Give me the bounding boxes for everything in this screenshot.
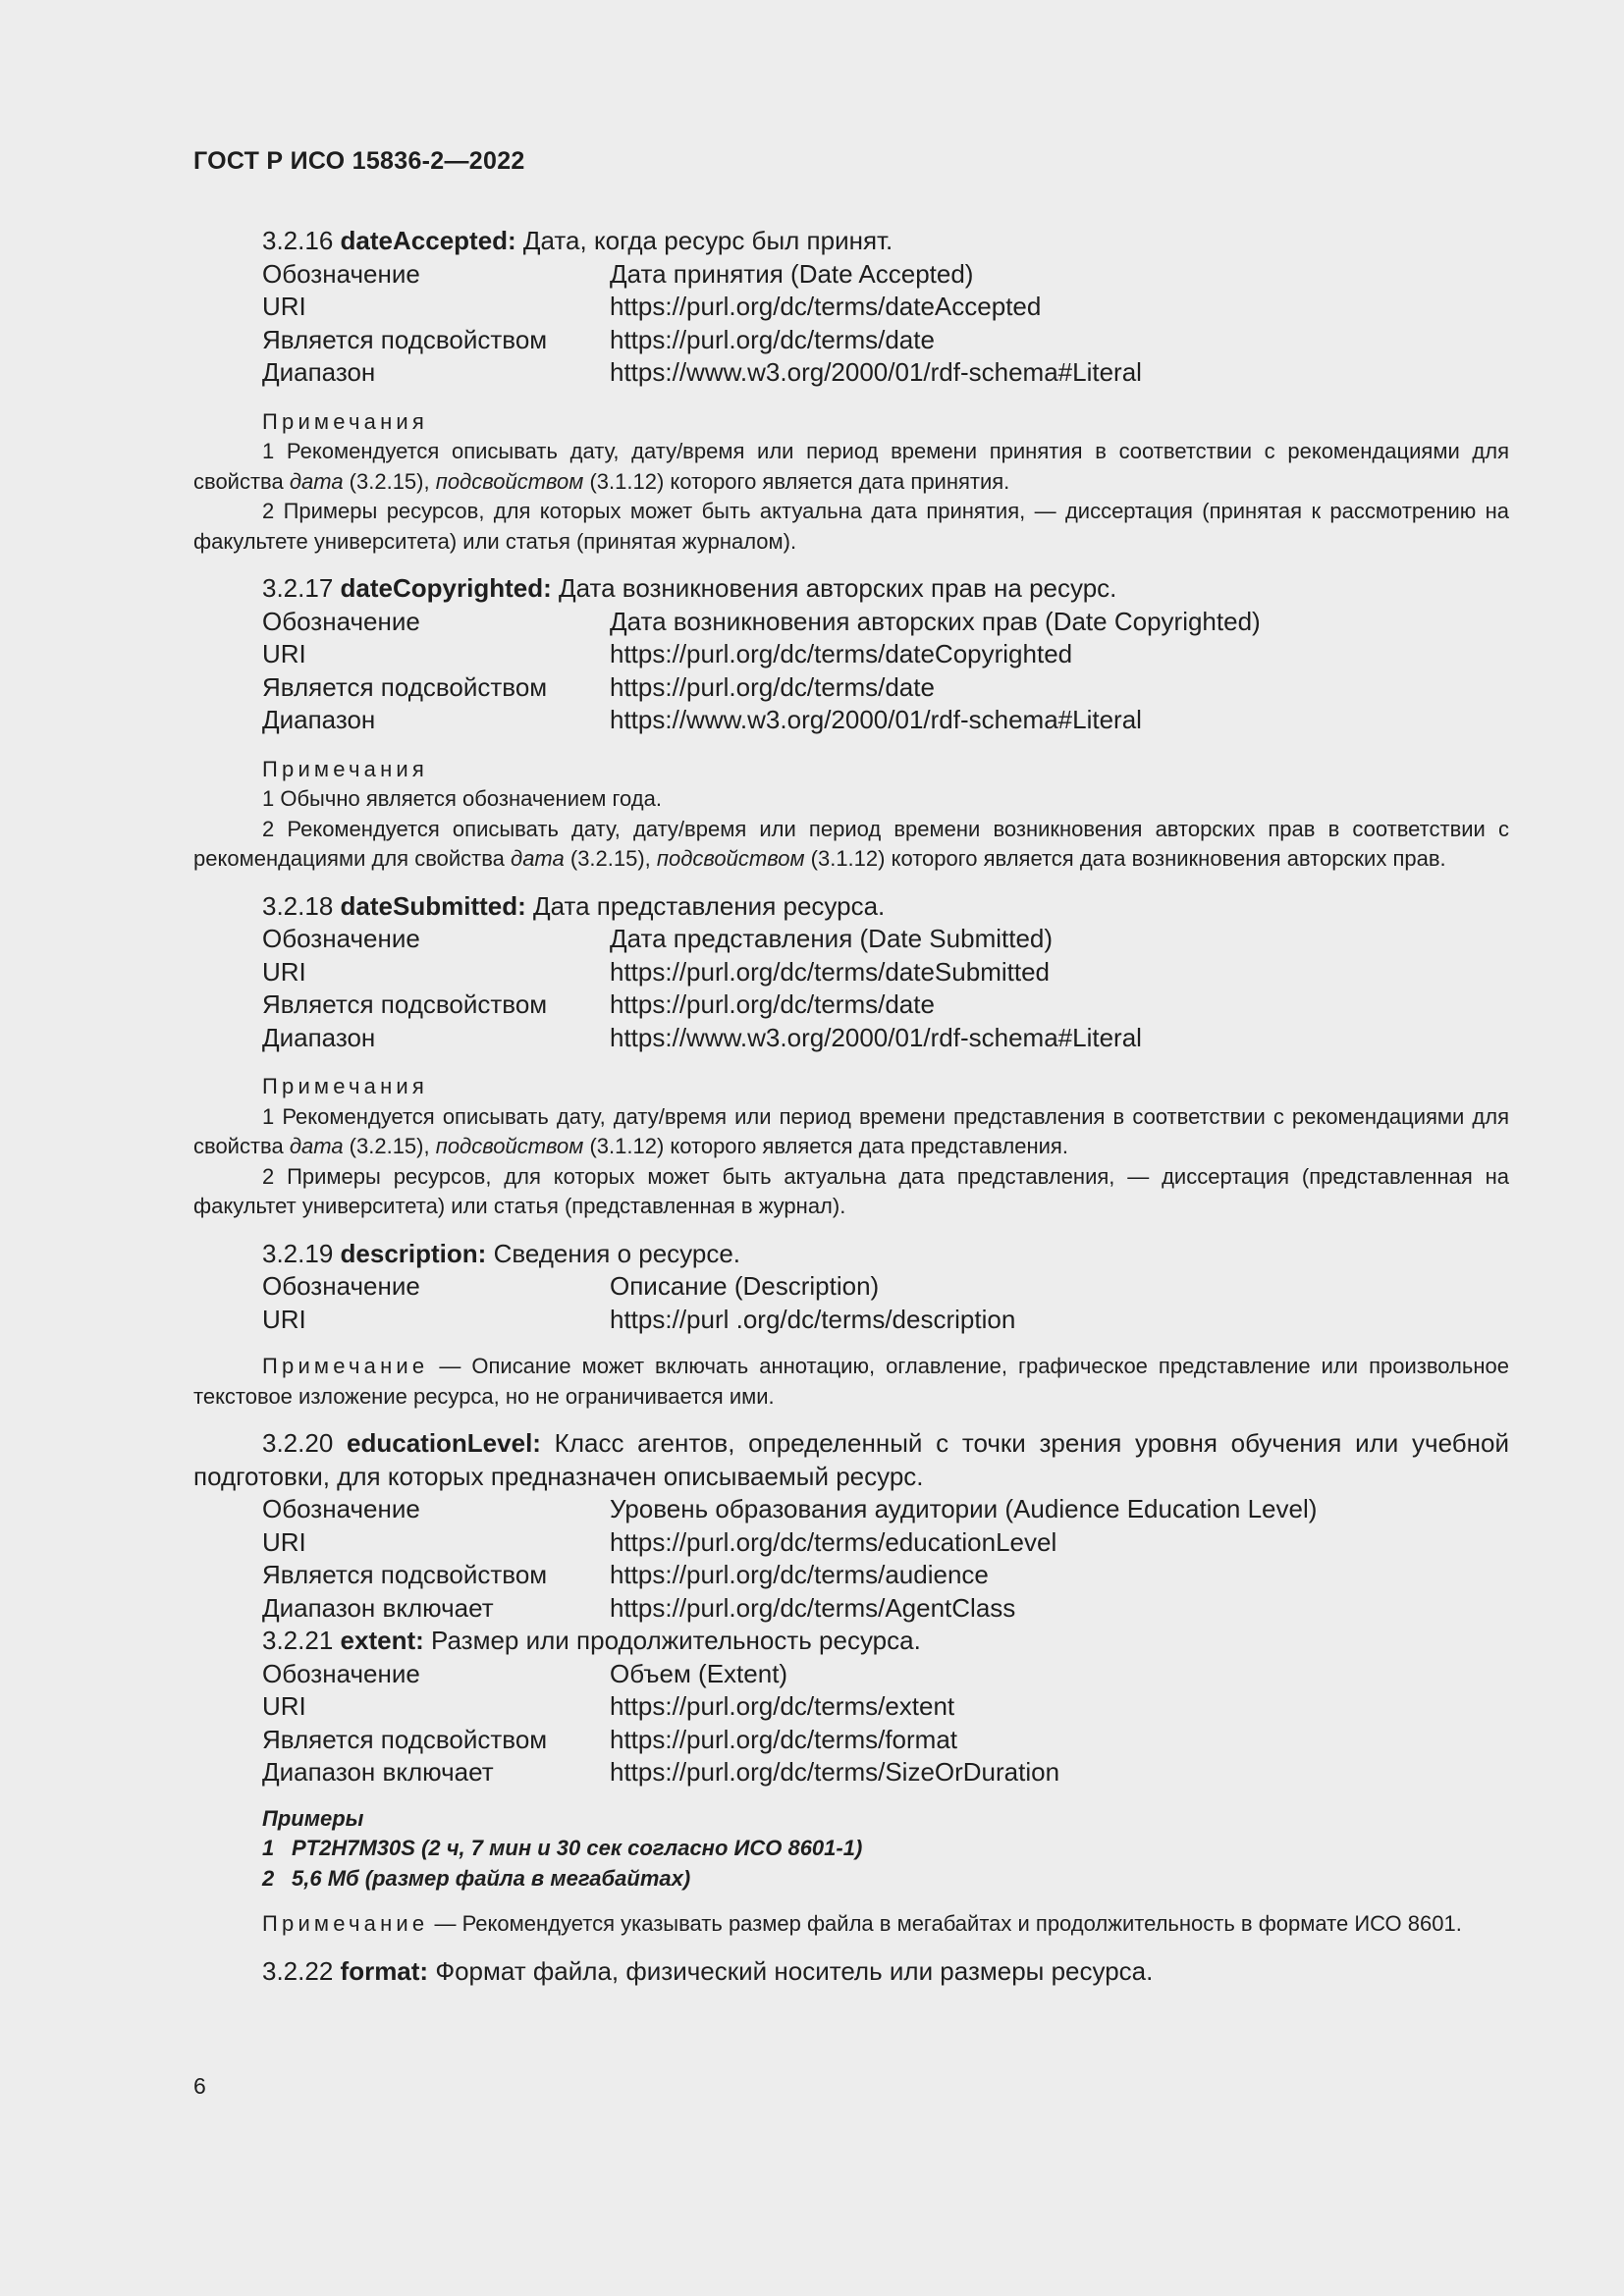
notes-title: Примечания xyxy=(262,1074,429,1098)
term-number: 3.2.17 xyxy=(262,573,334,603)
term-3-2-17 xyxy=(193,572,1509,875)
property-key: Является подсвойством xyxy=(262,989,548,1019)
notes-title: Примечания xyxy=(262,408,429,434)
property-row xyxy=(193,1526,1509,1560)
property-value: https://www.w3.org/2000/01/rdf-schema#Literal xyxy=(610,705,1142,734)
property-row xyxy=(193,258,1509,292)
property-value: https://purl.org/dc/terms/SizeOrDuration xyxy=(610,1757,1060,1787)
property-row xyxy=(193,1270,1509,1304)
property-key: Является подсвойством xyxy=(262,1724,548,1754)
term-3-2-19 xyxy=(193,1238,1509,1413)
term-heading xyxy=(193,1238,1509,1271)
term-3-2-16 xyxy=(193,225,1509,557)
property-value: https://purl.org/dc/terms/dateAccepted xyxy=(610,292,1042,321)
property-row xyxy=(193,988,1509,1022)
term-3-2-21 xyxy=(193,1625,1509,1940)
term-definition: Размер или продолжительность ресурса. xyxy=(431,1626,921,1655)
property-value: Объем (Extent) xyxy=(610,1658,788,1688)
term-number: 3.2.19 xyxy=(262,1238,334,1268)
property-value: https://purl.org/dc/terms/extent xyxy=(610,1691,955,1721)
property-key: URI xyxy=(262,639,306,668)
property-row xyxy=(193,704,1509,737)
property-key: Обозначение xyxy=(262,606,420,636)
property-row xyxy=(193,1756,1509,1789)
term-3-2-20 xyxy=(193,1427,1509,1625)
term-number: 3.2.22 xyxy=(262,1955,334,1986)
term-definition: Формат файла, физический носитель или размеры ресурса. xyxy=(435,1955,1154,1986)
property-key: Является подсвойством xyxy=(262,324,548,354)
term-name: format: xyxy=(340,1955,429,1986)
property-row xyxy=(193,1724,1509,1757)
property-key: Является подсвойством xyxy=(262,1560,548,1589)
example-item: 2 5,6 Мб (размер файла в мегабайтах) xyxy=(262,1865,691,1891)
property-value: https://purl.org/dc/terms/dateSubmitted xyxy=(610,956,1050,987)
property-key: URI xyxy=(262,292,306,321)
property-key: Обозначение xyxy=(262,1658,420,1688)
property-row xyxy=(193,1022,1509,1055)
term-heading xyxy=(193,1427,1509,1493)
property-row xyxy=(193,1304,1509,1337)
property-row xyxy=(193,356,1509,390)
property-row xyxy=(193,291,1509,324)
term-definition: Дата возникновения авторских прав на ресурс. xyxy=(559,573,1117,603)
note-label: Примечание xyxy=(262,1354,429,1378)
property-key: Обозначение xyxy=(262,258,420,289)
property-row xyxy=(193,324,1509,357)
example-item: 1 PT2H7M30S (2 ч, 7 мин и 30 сек согласно ИСО 8601-1) xyxy=(262,1836,863,1860)
property-list xyxy=(193,1658,1509,1789)
property-value: https://purl.org/dc/terms/AgentClass xyxy=(610,1592,1016,1623)
term-number: 3.2.18 xyxy=(262,890,334,921)
note-2: 2 Рекомендуется описывать дату, дату/время или период времени возникновения авторских прав в соответствии с рекомендациями для свойства дата (3.2.15), подсвойством (3.1.12) которого является дата возникновения авторских прав. xyxy=(193,816,1509,871)
property-value: https://purl.org/dc/terms/educationLevel xyxy=(610,1526,1057,1557)
term-number: 3.2.20 xyxy=(262,1428,334,1458)
property-key: Обозначение xyxy=(262,1271,420,1301)
property-key: Диапазон включает xyxy=(262,1757,494,1787)
note-1: 1 Рекомендуется описывать дату, дату/время или период времени представления в соответствии с рекомендациями для свойства дата (3.2.15), подсвойством (3.1.12) которого является дата представления. xyxy=(193,1103,1509,1158)
term-heading xyxy=(193,572,1509,606)
term-number: 3.2.21 xyxy=(262,1626,334,1655)
term-3-2-18 xyxy=(193,890,1509,1222)
property-list xyxy=(193,923,1509,1054)
term-heading xyxy=(193,890,1509,924)
property-value: Уровень образования аудитории (Audience Education Level) xyxy=(610,1494,1318,1523)
property-value: https://purl.org/dc/terms/date xyxy=(610,324,935,354)
property-value: Дата представления (Date Submitted) xyxy=(610,924,1054,953)
property-value: https://purl.org/dc/terms/audience xyxy=(610,1560,989,1589)
property-key: Диапазон xyxy=(262,357,376,387)
note-2: 2 Примеры ресурсов, для которых может быть актуальна дата принятия, — диссертация (принятая к рассмотрению на факультете университета) или статья (принятая журналом). xyxy=(193,499,1509,554)
property-key: Обозначение xyxy=(262,1494,420,1523)
examples-title: Примеры xyxy=(262,1805,364,1831)
note-2: 2 Примеры ресурсов, для которых может быть актуальна дата представления, — диссертация (представленная на факультет университета) или статья (представленная в журнал). xyxy=(193,1163,1509,1218)
property-value: Дата возникновения авторских прав (Date Copyrighted) xyxy=(610,606,1261,636)
property-value: Дата принятия (Date Accepted) xyxy=(610,258,974,289)
term-name: educationLevel: xyxy=(347,1428,541,1458)
term-definition: Дата, когда ресурс был принят. xyxy=(522,226,893,255)
note-label: Примечание xyxy=(262,1911,429,1936)
property-key: Является подсвойством xyxy=(262,671,548,702)
note-1: 1 Рекомендуется описывать дату, дату/время или период времени принятия в соответствии с рекомендациями для свойства дата (3.2.15), подсвойством (3.1.12) которого является дата принятия. xyxy=(193,439,1509,494)
notes-title: Примечания xyxy=(262,756,429,781)
property-key: URI xyxy=(262,956,306,987)
property-key: Диапазон xyxy=(262,1022,376,1052)
document-header: ГОСТ Р ИСО 15836-2—2022 xyxy=(193,147,525,175)
property-list xyxy=(193,258,1509,390)
term-name: extent: xyxy=(340,1626,424,1655)
term-name: dateCopyrighted: xyxy=(340,573,552,603)
note-inline: Примечание — Описание может включать аннотацию, оглавление, графическое представление или произвольное текстовое изложение ресурса, но не ограничивается ими. xyxy=(193,1354,1509,1409)
property-key: URI xyxy=(262,1526,306,1557)
property-list xyxy=(193,606,1509,737)
property-value: https://www.w3.org/2000/01/rdf-schema#Literal xyxy=(610,1022,1142,1052)
term-definition: Дата представления ресурса. xyxy=(533,890,886,921)
note-inline: Примечание — Рекомендуется указывать размер файла в мегабайтах и продолжительность в формате ИСО 8601. xyxy=(262,1911,1462,1936)
property-value: https://purl.org/dc/terms/format xyxy=(610,1724,958,1754)
property-list xyxy=(193,1493,1509,1625)
term-name: description: xyxy=(340,1238,487,1268)
property-row xyxy=(193,606,1509,639)
note-1: 1 Обычно является обозначением года. xyxy=(262,786,662,811)
property-value: Описание (Description) xyxy=(610,1271,880,1301)
term-heading xyxy=(193,1955,1509,1989)
page-number: 6 xyxy=(193,2073,206,2099)
term-number: 3.2.16 xyxy=(262,226,334,255)
property-key: Диапазон xyxy=(262,705,376,734)
term-definition: Сведения о ресурсе. xyxy=(493,1238,741,1268)
document-body xyxy=(193,225,1509,1988)
property-row xyxy=(193,1493,1509,1526)
term-heading xyxy=(193,225,1509,258)
property-value: https://purl.org/dc/terms/date xyxy=(610,671,935,702)
property-row xyxy=(193,956,1509,989)
property-value: https://purl.org/dc/terms/date xyxy=(610,989,935,1019)
property-value: https://purl .org/dc/terms/description xyxy=(610,1304,1016,1334)
property-row xyxy=(193,1592,1509,1626)
property-key: URI xyxy=(262,1691,306,1721)
examples-block xyxy=(193,1804,1509,1895)
property-row xyxy=(193,1658,1509,1691)
term-name: dateAccepted: xyxy=(340,226,516,255)
property-row xyxy=(193,638,1509,671)
property-key: Обозначение xyxy=(262,924,420,953)
term-name: dateSubmitted: xyxy=(340,890,526,921)
property-row xyxy=(193,923,1509,956)
property-value: https://purl.org/dc/terms/dateCopyrighted xyxy=(610,639,1073,668)
property-value: https://www.w3.org/2000/01/rdf-schema#Literal xyxy=(610,357,1142,387)
property-row xyxy=(193,671,1509,705)
term-3-2-22 xyxy=(193,1955,1509,1989)
property-list xyxy=(193,1270,1509,1336)
term-definition: Класс агентов, определенный с точки зрения уровня обучения или учебной подготовки, для которых предназначен описываемый ресурс. xyxy=(193,1428,1509,1491)
term-heading xyxy=(193,1625,1509,1658)
property-key: URI xyxy=(262,1304,306,1334)
property-row xyxy=(193,1690,1509,1724)
property-row xyxy=(193,1559,1509,1592)
property-key: Диапазон включает xyxy=(262,1592,494,1623)
